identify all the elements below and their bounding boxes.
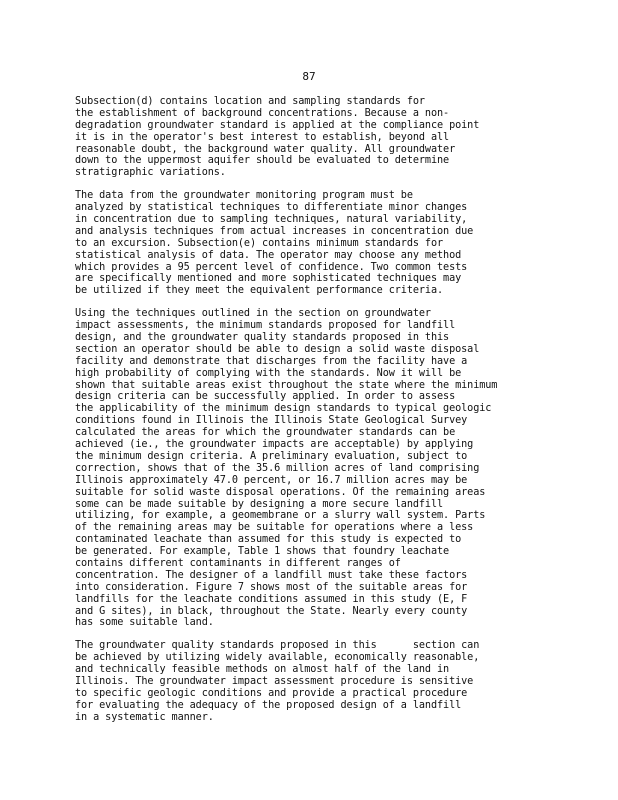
text-line: The groundwater quality standards proposed in this section can xyxy=(75,640,480,652)
text-line: design criteria can be successfully applied. In order to assess xyxy=(75,391,456,403)
text-line: and G sites), in black, throughout the State. Nearly every county xyxy=(75,605,468,617)
text-line: and technically feasible methods on almost half of the land in xyxy=(75,664,450,676)
text-line: suitable for solid waste disposal operations. Of the remaining areas xyxy=(75,486,486,498)
text-line: which provides a 95 percent level of confidence. Two common tests xyxy=(75,261,468,273)
text-line: be utilized if they meet the equivalent performance criteria. xyxy=(75,285,444,297)
text-line: Illinois. The groundwater impact assessment procedure is sensitive xyxy=(75,675,474,687)
body-text xyxy=(75,96,555,735)
text-line: achieved (ie., the groundwater impacts are acceptable) by applying xyxy=(75,439,474,451)
text-line: Subsection(d) contains location and sampling standards for xyxy=(75,96,425,107)
text-line: contains different contaminants in different ranges of xyxy=(75,557,401,569)
paragraph-conclusion xyxy=(75,640,555,723)
text-line: The data from the groundwater monitoring program must be xyxy=(75,190,413,202)
paragraph-statistical-analysis xyxy=(75,190,555,297)
text-line: contaminated leachate than assumed for this study is expected to xyxy=(75,534,462,546)
text-line: into consideration. Figure 7 shows most of the suitable areas for xyxy=(75,581,468,593)
text-line: the minimum design criteria. A preliminary evaluation, subject to xyxy=(75,450,468,462)
text-line: design, and the groundwater quality standards proposed in this xyxy=(75,332,450,344)
text-line: reasonable doubt, the background water quality. All groundwater xyxy=(75,143,456,155)
text-line: landfills for the leachate conditions assumed in this study (E, F xyxy=(75,593,468,605)
text-line: has some suitable land. xyxy=(75,617,214,629)
text-line: be achieved by utilizing widely available, economically reasonable, xyxy=(75,652,480,664)
text-line: correction, shows that of the 35.6 million acres of land comprising xyxy=(75,462,480,474)
text-line: in concentration due to sampling techniques, natural variability, xyxy=(75,214,468,226)
text-line: Illinois approximately 47.0 percent, or 16.7 million acres may be xyxy=(75,474,468,486)
text-line: concentration. The designer of a landfill must take these factors xyxy=(75,569,468,581)
text-line: degradation groundwater standard is applied at the compliance point xyxy=(75,119,480,131)
text-line: conditions found in Illinois the Illinois State Geological Survey xyxy=(75,415,468,427)
text-line: be generated. For example, Table 1 shows that foundry leachate xyxy=(75,546,450,558)
paragraph-background-standards xyxy=(75,96,555,179)
text-line: it is in the operator's best interest to establish, beyond all xyxy=(75,131,450,143)
text-line: of the remaining areas may be suitable for operations where a less xyxy=(75,522,474,534)
text-line: and analysis techniques from actual increases in concentration due xyxy=(75,225,474,237)
text-line: for evaluating the adequacy of the proposed design of a landfill xyxy=(75,699,462,711)
text-line: statistical analysis of data. The operator may choose any method xyxy=(75,249,462,261)
text-line: down to the uppermost aquifer should be evaluated to determine xyxy=(75,155,450,167)
page-number: 87 xyxy=(302,70,316,83)
text-line: in a systematic manner. xyxy=(75,711,214,723)
text-line: to specific geologic conditions and provide a practical procedure xyxy=(75,687,468,699)
text-line: analyzed by statistical techniques to differentiate minor changes xyxy=(75,202,468,214)
text-line: the applicability of the minimum design standards to typical geologic xyxy=(75,403,492,415)
text-line: stratigraphic variations. xyxy=(75,167,226,179)
paragraph-impact-assessment xyxy=(75,308,555,629)
text-line: utilizing, for example, a geomembrane or a slurry wall system. Parts xyxy=(75,510,486,522)
text-line: section an operator should be able to design a solid waste disposal xyxy=(75,343,480,355)
text-line: facility and demonstrate that discharges from the facility have a xyxy=(75,355,468,367)
text-line: shown that suitable areas exist throughout the state where the minimum xyxy=(75,379,498,391)
text-line: calculated the areas for which the groundwater standards can be xyxy=(75,427,456,439)
text-line: high probability of complying with the standards. Now it will be xyxy=(75,367,462,379)
text-line: the establishment of background concentrations. Because a non- xyxy=(75,107,450,119)
text-line: some can be made suitable by designing a more secure landfill xyxy=(75,498,444,510)
text-line: Using the techniques outlined in the section on groundwater xyxy=(75,308,431,320)
text-line: impact assessments, the minimum standards proposed for landfill xyxy=(75,320,456,332)
text-line: to an excursion. Subsection(e) contains minimum standards for xyxy=(75,237,444,249)
text-line: are specifically mentioned and more sophisticated techniques may xyxy=(75,273,462,285)
